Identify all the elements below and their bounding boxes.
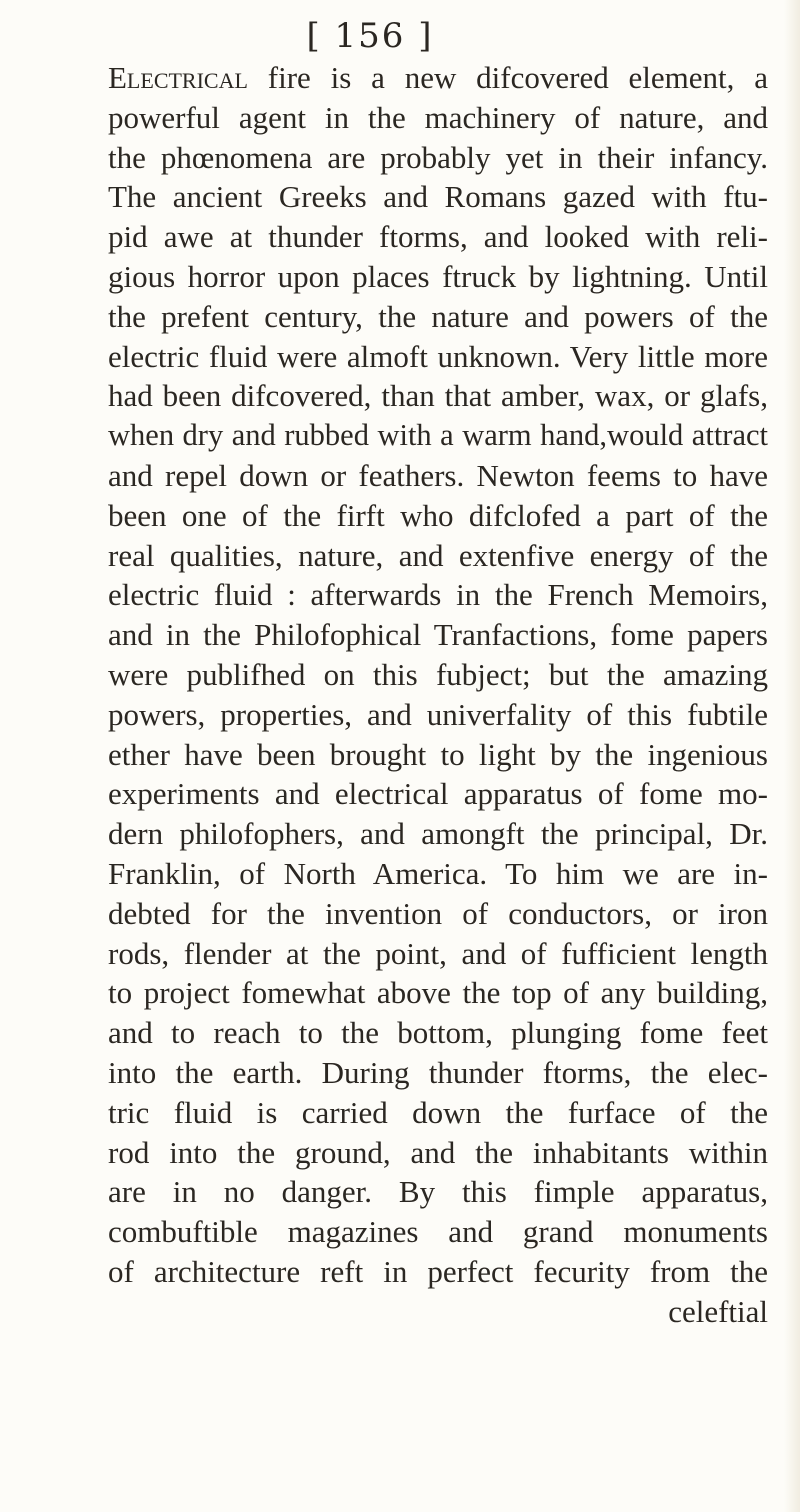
page-edge-shadow — [784, 0, 800, 1512]
page-number: [ 156 ] — [306, 16, 434, 56]
text-line-19: experiments and electrical apparatus of fome mo- — [108, 776, 768, 812]
text-line-15: and in the Philofophical Tranfactions, fome papers — [108, 617, 768, 653]
text-line-23: rods, flender at the point, and of fufficient length — [108, 935, 768, 971]
text-line-22: debted for the invention of conductors, or iron — [108, 895, 768, 931]
text-line-21: Franklin, of North America. To him we are in- — [108, 855, 768, 891]
text-line-20: dern philofophers, and amongft the principal, Dr. — [108, 816, 768, 852]
text-line-5: pid awe at thunder ftorms, and looked with reli- — [108, 219, 768, 255]
text-line-3: the phœnomena are probably yet in their infancy. — [108, 139, 768, 175]
text-line-10: when dry and rubbed with a warm hand,would attract — [108, 418, 768, 453]
text-line-30: combuftible magazines and grand monuments — [108, 1214, 768, 1250]
text-line-2: powerful agent in the machinery of nature, and — [108, 99, 768, 135]
text-line-8: electric fluid were almoft unknown. Very little more — [108, 338, 768, 374]
text-line-6: gious horror upon places ftruck by lightning. Until — [108, 258, 768, 294]
text-line-7: the prefent century, the nature and powers of the — [108, 298, 768, 334]
text-line-17: powers, properties, and univerfality of this fubtile — [108, 696, 768, 732]
text-line-16: were publifhed on this fubject; but the amazing — [108, 656, 768, 692]
text-line-1-rest: fire is a new difcovered element, a — [247, 60, 768, 95]
text-line-13: real qualities, nature, and extenfive energy of the — [108, 537, 768, 573]
text-line-24: to project fomewhat above the top of any building, — [108, 975, 768, 1011]
text-line-14: electric fluid : afterwards in the French Memoirs, — [108, 577, 768, 613]
lead-word: Electrical — [108, 60, 248, 95]
text-line-25: and to reach to the bottom, plunging fome feet — [108, 1015, 768, 1051]
text-line-1 — [108, 58, 768, 98]
text-line-9: had been difcovered, than that amber, wax, or glafs, — [108, 378, 768, 414]
body-text — [108, 58, 768, 1332]
text-line-11: and repel down or feathers. Newton feems to have — [108, 457, 768, 493]
text-line-4: The ancient Greeks and Romans gazed with ftu- — [108, 179, 768, 215]
text-line-26: into the earth. During thunder ftorms, the elec- — [108, 1054, 768, 1090]
text-line-12: been one of the firft who difclofed a part of the — [108, 497, 768, 533]
text-line-27: tric fluid is carried down the furface of the — [108, 1094, 768, 1130]
text-line-31: of architecture reft in perfect fecurity from the — [108, 1253, 768, 1289]
catchword: celeftial — [668, 1293, 768, 1329]
text-line-28: rod into the ground, and the inhabitants within — [108, 1134, 768, 1170]
text-line-29: are in no danger. By this fimple apparatus, — [108, 1174, 768, 1210]
text-line-18: ether have been brought to light by the ingenious — [108, 736, 768, 772]
